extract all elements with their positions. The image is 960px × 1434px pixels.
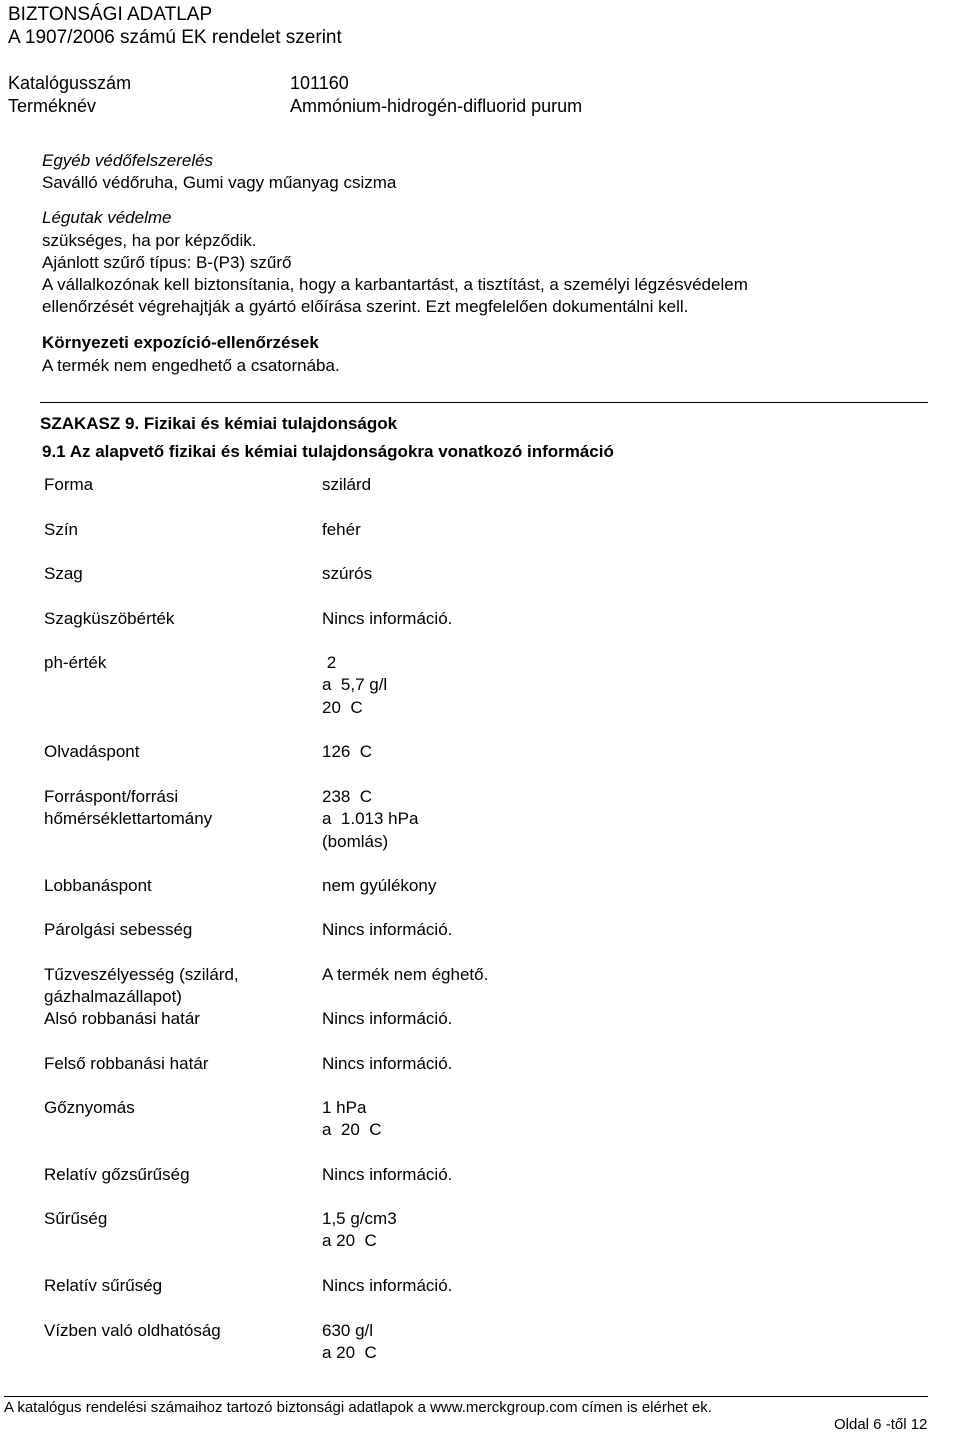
- respiratory-line: A vállalkozónak kell biztonsítania, hogy a karbantartást, a tisztítást, a személyi légzésvédelem: [42, 275, 748, 294]
- property-label: Lobbanáspont: [44, 876, 152, 895]
- property-value: A termék nem éghető.: [322, 965, 489, 984]
- property-label: Gőznyomás: [44, 1098, 135, 1117]
- property-label: Párolgási sebesség: [44, 920, 193, 939]
- property-value: szúrós: [322, 564, 373, 583]
- footer-text: A katalógus rendelési számaihoz tartozó biztonsági adatlapok a www.merckgroup.com címen is elérhet ek.: [4, 1399, 712, 1416]
- property-value: Nincs információ.: [322, 920, 453, 939]
- property-value: 1,5 g/cm3 a 20 C: [322, 1209, 397, 1251]
- property-label: ph-érték: [44, 653, 107, 672]
- property-value: szilárd: [322, 475, 372, 494]
- property-label: Felső robbanási határ: [44, 1054, 209, 1073]
- property-value: fehér: [322, 520, 361, 539]
- property-value: 2 a 5,7 g/l 20 C: [322, 653, 388, 717]
- property-label: Szag: [44, 564, 83, 583]
- document-title: BIZTONSÁGI ADATLAP: [8, 4, 213, 25]
- product-value: Ammónium-hidrogén-difluorid purum: [290, 96, 583, 116]
- property-value: Nincs információ.: [322, 1165, 453, 1184]
- property-label: Vízben való oldhatóság: [44, 1321, 221, 1340]
- section-divider: [40, 402, 928, 403]
- section9-subheading: 9.1 Az alapvető fizikai és kémiai tulajdonságokra vonatkozó információ: [42, 442, 614, 461]
- property-label: Sűrűség: [44, 1209, 108, 1228]
- property-value: 1 hPa a 20 C: [322, 1098, 382, 1140]
- property-value: nem gyúlékony: [322, 876, 437, 895]
- property-value: 126 C: [322, 742, 373, 761]
- property-label: Alsó robbanási határ: [44, 1009, 200, 1028]
- catalog-label: Katalógusszám: [8, 73, 132, 93]
- regulation-line: A 1907/2006 számú EK rendelet szerint: [8, 27, 342, 48]
- property-value: 238 C a 1.013 hPa (bomlás): [322, 787, 419, 851]
- property-value: 630 g/l a 20 C: [322, 1321, 377, 1363]
- property-label: Szagküszöbérték: [44, 609, 175, 628]
- property-label: Olvadáspont: [44, 742, 140, 761]
- catalog-value: 101160: [290, 73, 349, 93]
- page-number: Oldal 6 -től 12: [834, 1416, 928, 1433]
- property-value: Nincs információ.: [322, 1276, 453, 1295]
- property-label: Relatív gőzsűrűség: [44, 1165, 190, 1184]
- property-label: Forma: [44, 475, 94, 494]
- property-value: Nincs információ.: [322, 1054, 453, 1073]
- env-exposure-heading: Környezeti expozíció-ellenőrzések: [42, 333, 319, 352]
- product-label: Terméknév: [8, 96, 97, 116]
- respiratory-line: szükséges, ha por képződik.: [42, 231, 257, 250]
- property-label: Szín: [44, 520, 79, 539]
- env-exposure-text: A termék nem engedhető a csatornába.: [42, 356, 340, 375]
- other-protection-heading: Egyéb védőfelszerelés: [42, 151, 214, 170]
- respiratory-line: Ajánlott szűrő típus: B-(P3) szűrő: [42, 253, 292, 272]
- property-label: Relatív sűrűség: [44, 1276, 163, 1295]
- respiratory-line: ellenőrzését végrehajtják a gyártó előírása szerint. Ezt megfelelően dokumentálni kell.: [42, 297, 689, 316]
- section9-heading: SZAKASZ 9. Fizikai és kémiai tulajdonságok: [40, 414, 398, 433]
- property-value: Nincs információ.: [322, 1009, 453, 1028]
- property-label: Forráspont/forrási hőmérséklettartomány: [44, 787, 213, 828]
- respiratory-heading: Légutak védelme: [42, 208, 172, 227]
- footer-divider: [4, 1396, 928, 1397]
- property-value: Nincs információ.: [322, 609, 453, 628]
- other-protection-text: Saválló védőruha, Gumi vagy műanyag csizma: [42, 173, 397, 192]
- property-label: Tűzveszélyesség (szilárd, gázhalmazállapot): [44, 965, 239, 1006]
